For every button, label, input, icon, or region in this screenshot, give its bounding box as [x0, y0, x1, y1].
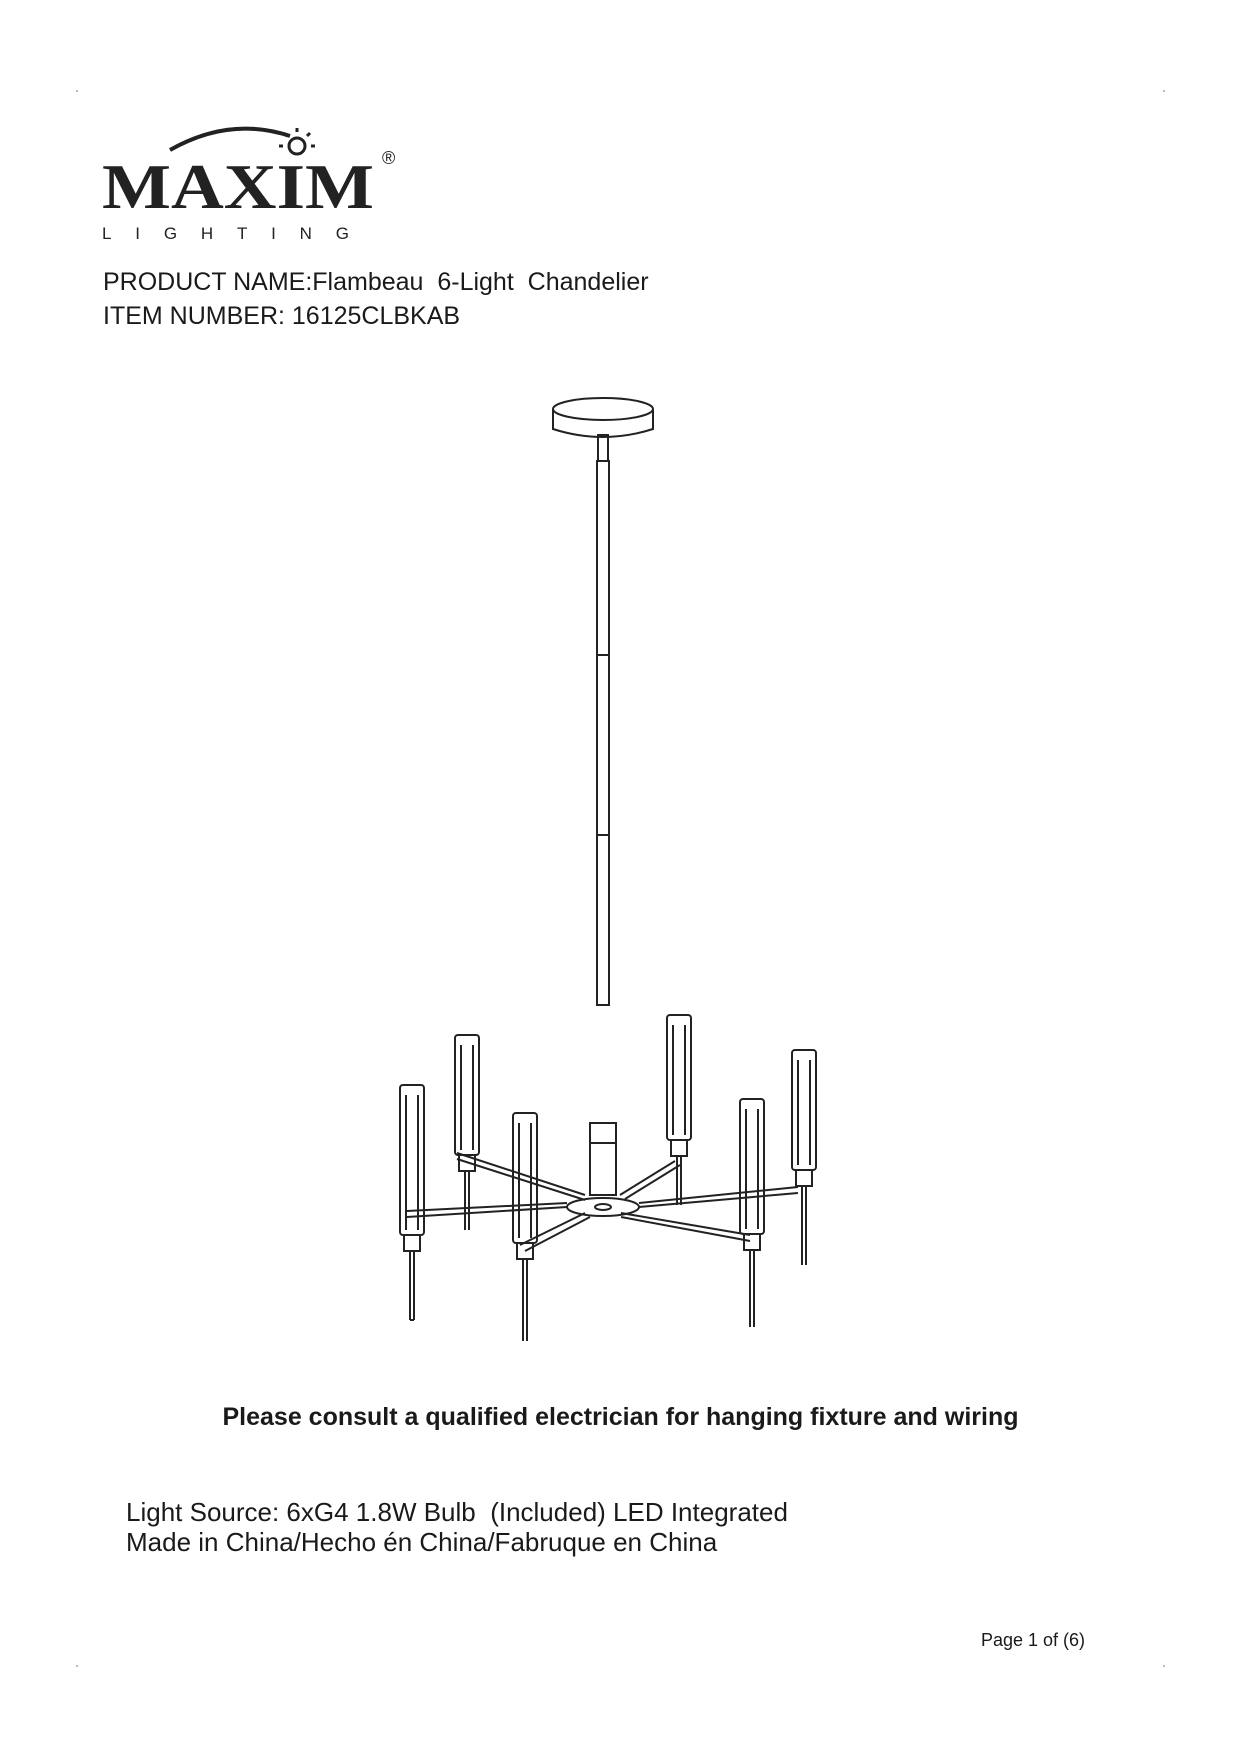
page-number: Page 1 of (6): [980, 1630, 1085, 1650]
electrician-warning: Please consult a qualified electrician for hanging fixture and wiring: [222, 1403, 1019, 1431]
logo-subtitle: LIGHTING: [102, 224, 374, 243]
chandelier-drawing: [380, 395, 860, 1345]
product-name: PRODUCT NAME:Flambeau 6-Light Chandelier: [103, 268, 649, 296]
light-source-spec: Light Source: 6xG4 1.8W Bulb (Included) LED Integrated: [126, 1497, 788, 1527]
item-number: ITEM NUMBER: 16125CLBKAB: [103, 302, 461, 330]
maxim-lighting-logo: [100, 118, 410, 248]
logo-wordmark: MAXIM: [102, 151, 374, 222]
country-of-origin: Made in China/Hecho én China/Fabruque en China: [126, 1527, 718, 1557]
registered-mark: ®: [382, 148, 396, 168]
